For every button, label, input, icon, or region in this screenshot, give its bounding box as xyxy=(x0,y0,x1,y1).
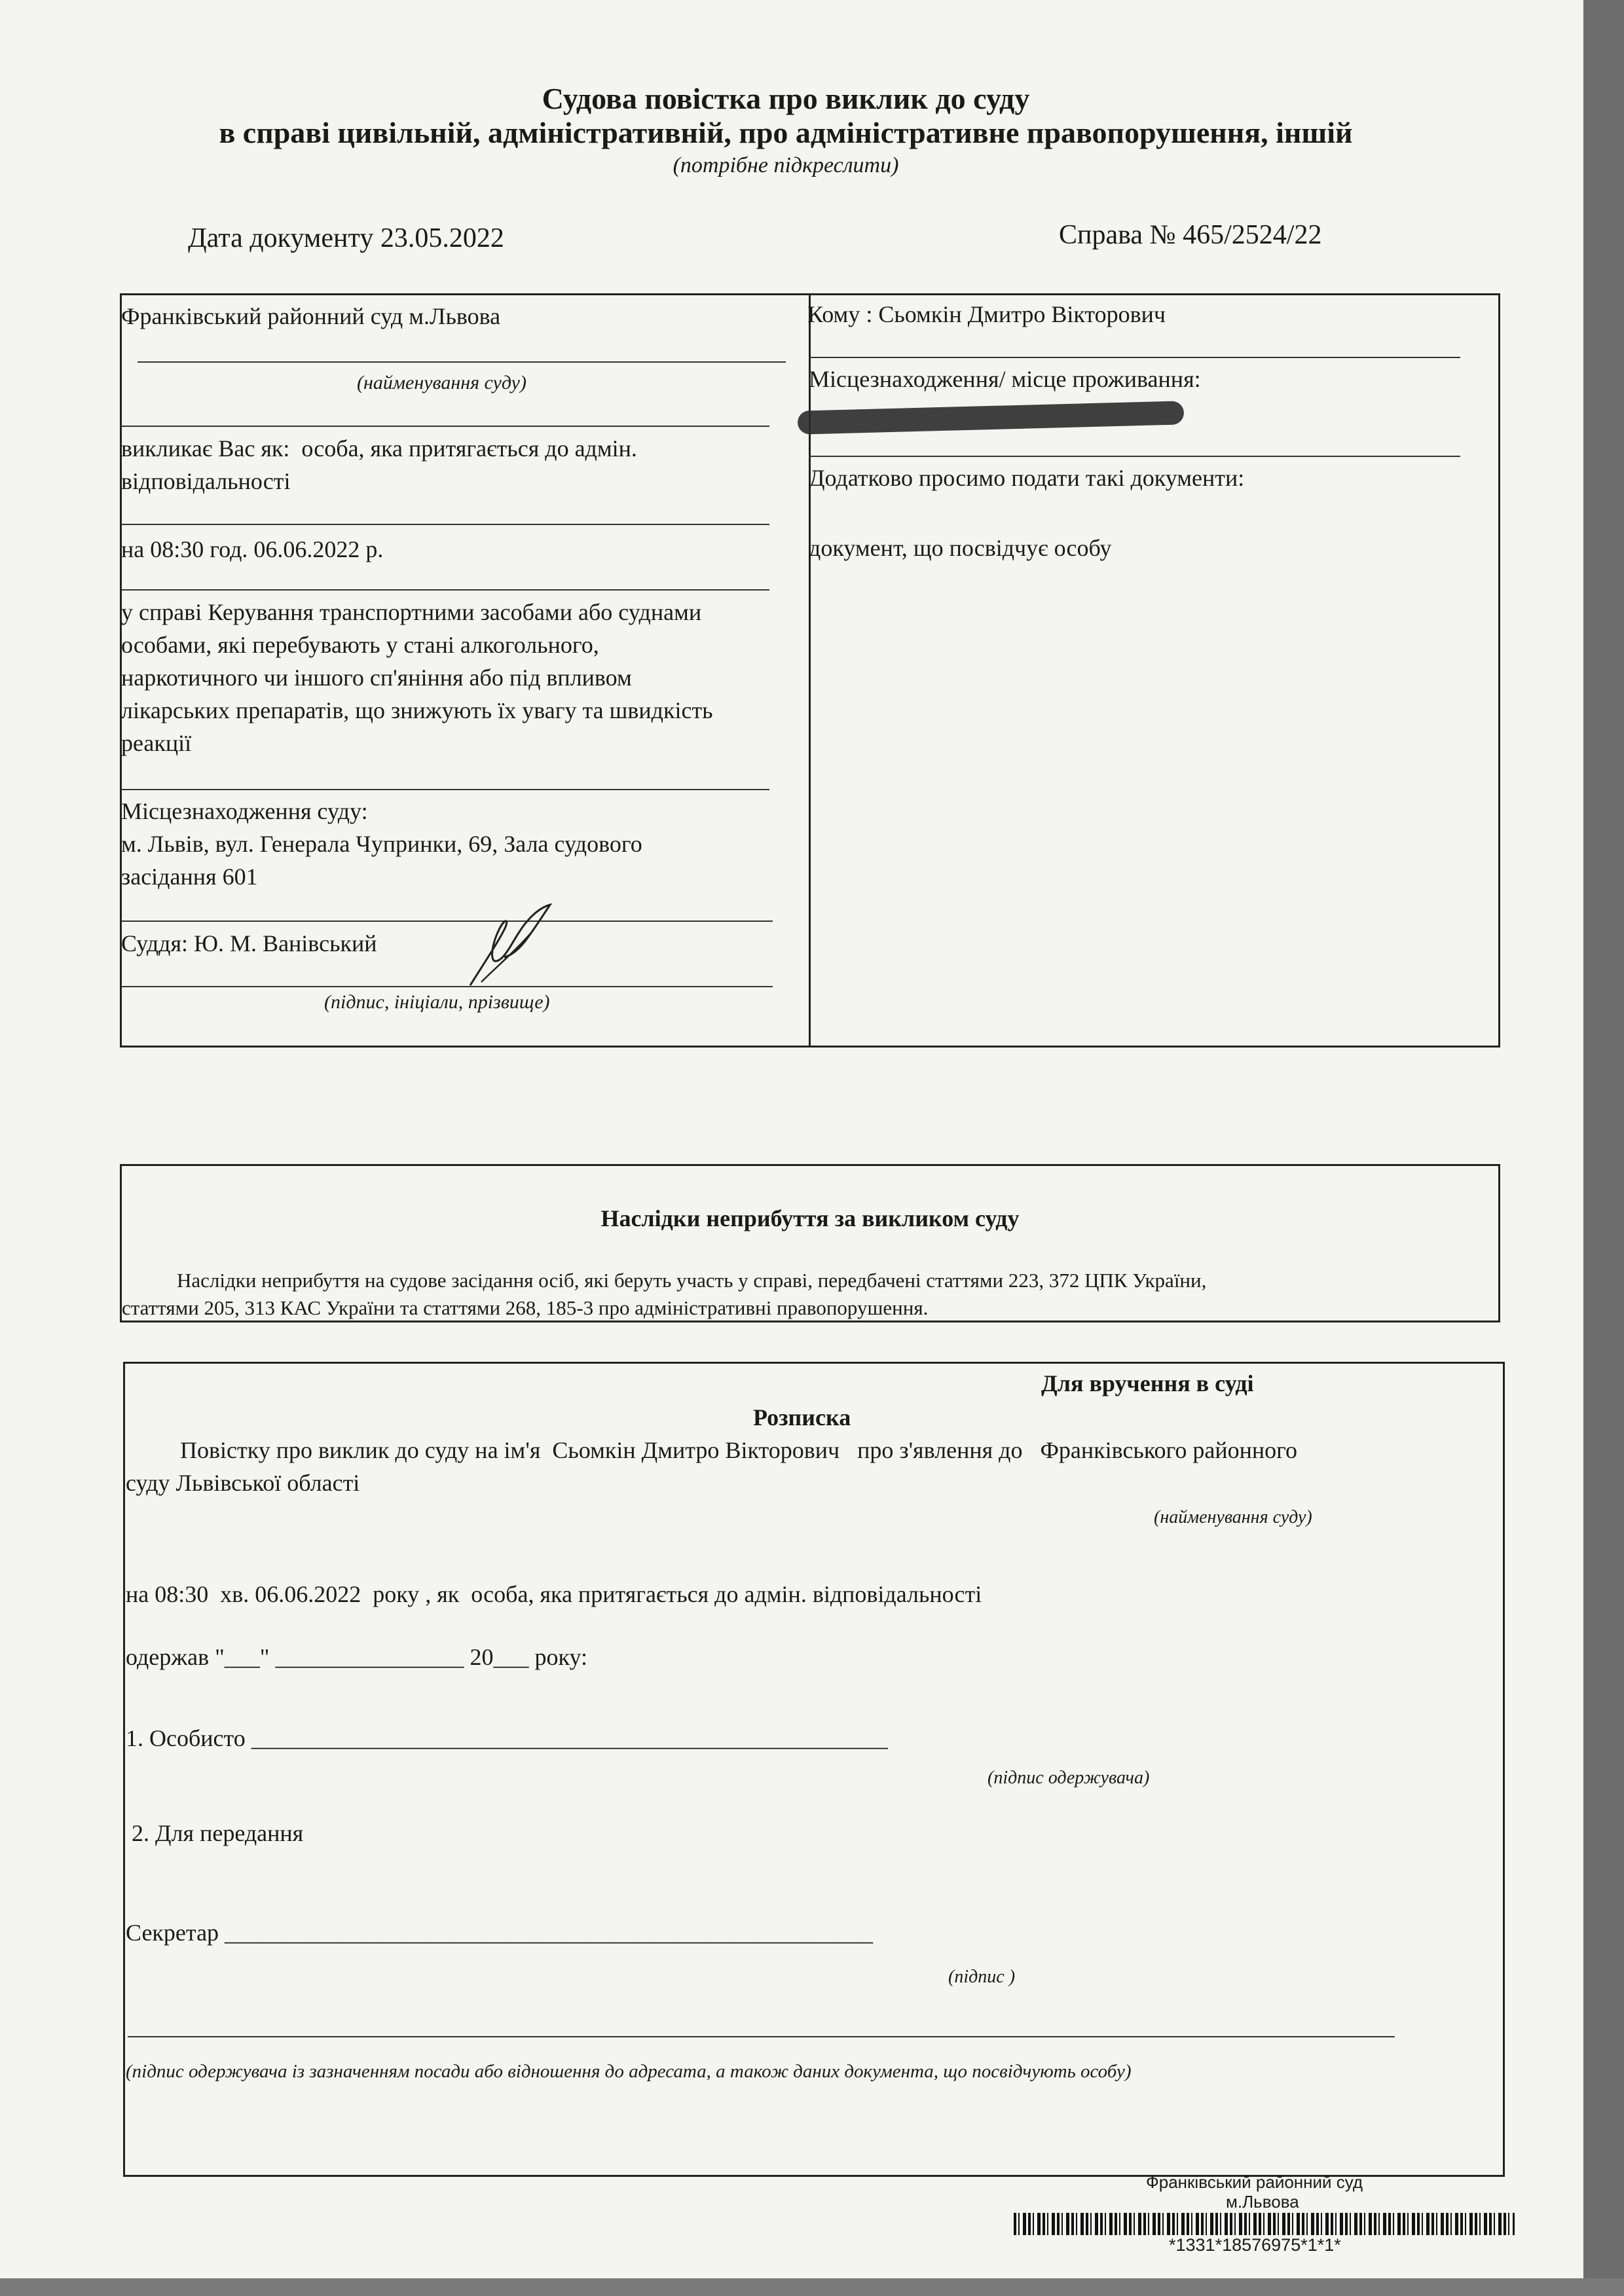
receipt-heading: Розписка xyxy=(753,1404,851,1430)
signature-caption: (підпис, ініціали, прізвище) xyxy=(324,991,550,1013)
rule xyxy=(121,789,769,790)
rule xyxy=(809,456,1460,457)
rule xyxy=(138,361,786,363)
title-line-2: в справі цивільній, адміністративній, про адміністративне правопорушення, іншій xyxy=(219,116,1353,149)
case-subject: у справі Керування транспортними засобами або суднами особами, які перебувають у стані алкогольного, наркотичного чи іншого сп'яніння або під впливом лікарських препаратів, що знижують їх увагу та швидкість реакції xyxy=(121,599,713,756)
secretary-line: Секретар _______________________________________________________ xyxy=(126,1920,874,1946)
rule xyxy=(121,986,773,987)
receipt-time-line: на 08:30 хв. 06.06.2022 року , як особа, яка притягається до адмін. відповідальності xyxy=(126,1581,982,1607)
case-number: Справа № 465/2524/22 xyxy=(1059,220,1322,250)
recipient-signature-caption: (підпис одержувача) xyxy=(987,1768,1150,1788)
additional-docs: документ, що посвідчує особу xyxy=(809,535,1112,561)
title-line-1: Судова повістка про виклик до суду xyxy=(542,82,1030,115)
receipt-line-2: суду Львівської області xyxy=(126,1470,360,1496)
barcode-icon xyxy=(1014,2213,1515,2235)
receipt-footer-caption: (підпис одержувача із зазначенням посади або відношення до адресата, а також даних документа, що посвідчують особу) xyxy=(126,2061,1132,2082)
receipt-line-1: Повістку про виклик до суду на ім'я Сьомкін Дмитро Вікторович про з'явлення до Франківського районного xyxy=(180,1437,1298,1463)
summons-role: викликає Вас як: особа, яка притягається до адмін. відповідальності xyxy=(121,435,637,494)
rule xyxy=(128,2036,1395,2037)
rule xyxy=(121,524,769,525)
residence-label: Місцезнаходження/ місце проживання: xyxy=(809,366,1201,392)
rule xyxy=(809,357,1460,358)
consequences-heading: Наслідки неприбуття за викликом суду xyxy=(600,1205,1020,1231)
recipient: Кому : Сьомкін Дмитро Вікторович xyxy=(807,301,1166,327)
rule xyxy=(121,920,773,922)
stamp-court-line-1: Франківський районний суд xyxy=(1146,2172,1363,2192)
hearing-time: на 08:30 год. 06.06.2022 р. xyxy=(121,536,384,562)
column-divider xyxy=(809,293,811,1048)
judge-name: Суддя: Ю. М. Ванівський xyxy=(121,930,377,957)
for-transfer-line: 2. Для передання xyxy=(126,1820,304,1846)
stamp-court-line-2: м.Львова xyxy=(1226,2192,1299,2212)
secretary-signature-caption: (підпис ) xyxy=(948,1967,1016,1987)
rule xyxy=(121,589,769,591)
rule xyxy=(121,426,769,427)
scan-edge-bottom xyxy=(0,2278,1624,2296)
consequences-text-1: Наслідки неприбуття на судове засідання осіб, які беруть участь у справі, передбачені статтями 223, 372 ЦПК України, xyxy=(177,1269,1207,1292)
court-name: Франківський районний суд м.Львова xyxy=(121,303,501,329)
document-date: Дата документу 23.05.2022 xyxy=(188,223,504,253)
for-court-label: Для вручення в суді xyxy=(1041,1370,1254,1396)
judge-signature-icon xyxy=(458,903,563,992)
court-location-label: Місцезнаходження суду: xyxy=(121,798,368,824)
underline-hint: (потрібне підкреслити) xyxy=(673,153,899,177)
received-line: одержав "___" ________________ 20___ року: xyxy=(126,1644,588,1670)
receipt-court-caption: (найменування суду) xyxy=(1154,1507,1312,1527)
court-location: м. Львів, вул. Генерала Чупринки, 69, Зала судового засідання 601 xyxy=(121,831,642,890)
court-name-caption: (найменування суду) xyxy=(357,372,526,393)
scan-edge-right xyxy=(1583,0,1624,2296)
personally-line: 1. Особисто ______________________________________________________ xyxy=(126,1725,888,1751)
consequences-text-2: статтями 205, 313 КАС України та статтями 268, 185-3 про адміністративні правопорушення. xyxy=(122,1296,929,1319)
barcode-number: *1331*18576975*1*1* xyxy=(1169,2235,1341,2255)
additional-docs-label: Додатково просимо подати такі документи: xyxy=(809,465,1245,491)
